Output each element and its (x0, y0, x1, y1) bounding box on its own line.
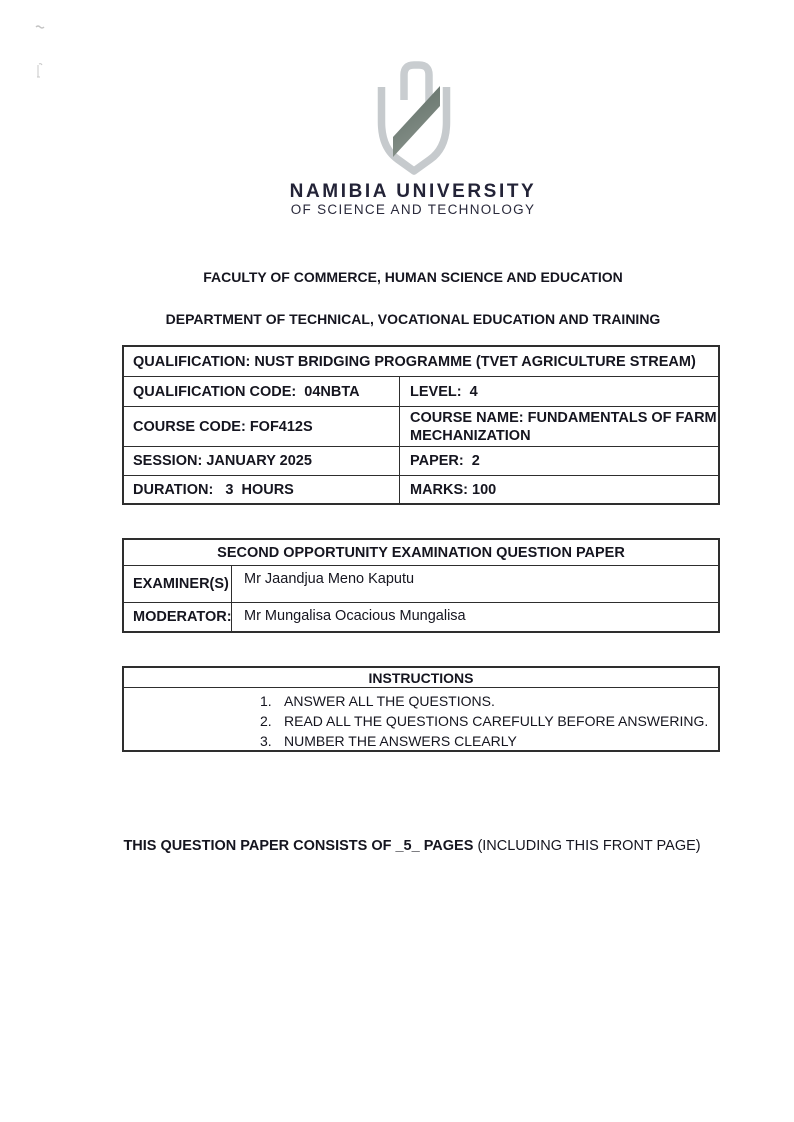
table-row (124, 446, 718, 475)
instruction-number: 2. (260, 713, 272, 729)
department-heading: DEPARTMENT OF TECHNICAL, VOCATIONAL EDUCATION AND TRAINING (165, 311, 661, 327)
instructions-body (124, 687, 718, 750)
university-subname: OF SCIENCE AND TECHNOLOGY (290, 202, 536, 217)
instruction-number: 3. (260, 733, 272, 749)
instruction-item (260, 731, 718, 751)
moderator-name-cell: Mr Mungalisa Ocacious Mungalisa (244, 608, 466, 624)
shield-diagonal-band (393, 86, 440, 157)
instructions-table (122, 666, 720, 752)
table-row (124, 347, 718, 376)
exam-paper-title: SECOND OPPORTUNITY EXAMINATION QUESTION PAPER (217, 544, 625, 561)
course-name-cell: COURSE NAME: FUNDAMENTALS OF FARM MECHANIZATION (410, 409, 721, 444)
paper-cell: PAPER: 2 (410, 453, 480, 469)
instruction-item (260, 691, 718, 711)
examiner-label-cell: EXAMINER(S) (124, 566, 232, 602)
page-count-bold: THIS QUESTION PAPER CONSISTS OF _5_ PAGES (123, 838, 478, 854)
table-row (124, 475, 718, 503)
university-logo (368, 60, 460, 178)
course-code-cell: COURSE CODE: FOF412S (124, 407, 400, 446)
instruction-text: READ ALL THE QUESTIONS CAREFULLY BEFORE ANSWERING. (284, 713, 709, 729)
instruction-text: ANSWER ALL THE QUESTIONS. (284, 693, 495, 709)
moderator-label-cell: MODERATOR: (124, 603, 232, 631)
scan-artifact-marks (28, 18, 52, 82)
table-row (124, 376, 718, 406)
university-name: NAMIBIA UNIVERSITY (289, 181, 537, 202)
level-cell: LEVEL: 4 (410, 383, 478, 400)
qualification-code-cell: QUALIFICATION CODE: 04NBTA (124, 377, 400, 406)
page-count-regular: (INCLUDING THIS FRONT PAGE) (477, 838, 701, 854)
marks-cell: MARKS: 100 (410, 481, 497, 498)
table-row (124, 565, 718, 602)
faculty-heading: FACULTY OF COMMERCE, HUMAN SCIENCE AND EDUCATION (203, 269, 623, 285)
instruction-number: 1. (260, 693, 272, 709)
exam-staff-table (122, 538, 720, 633)
examiner-name-cell: Mr Jaandjua Meno Kaputu (244, 571, 415, 587)
session-cell: SESSION: JANUARY 2025 (124, 447, 400, 475)
duration-cell: DURATION: 3 HOURS (124, 476, 400, 503)
instructions-header: INSTRUCTIONS (368, 669, 474, 686)
qualification-cell: QUALIFICATION: NUST BRIDGING PROGRAMME (TVET AGRICULTURE STREAM) (133, 353, 696, 370)
table-row (124, 602, 718, 631)
course-details-table (122, 345, 720, 505)
instruction-item (260, 711, 718, 731)
instruction-text: NUMBER THE ANSWERS CLEARLY (284, 733, 517, 749)
page-count-note (100, 822, 716, 854)
table-row (124, 406, 721, 446)
